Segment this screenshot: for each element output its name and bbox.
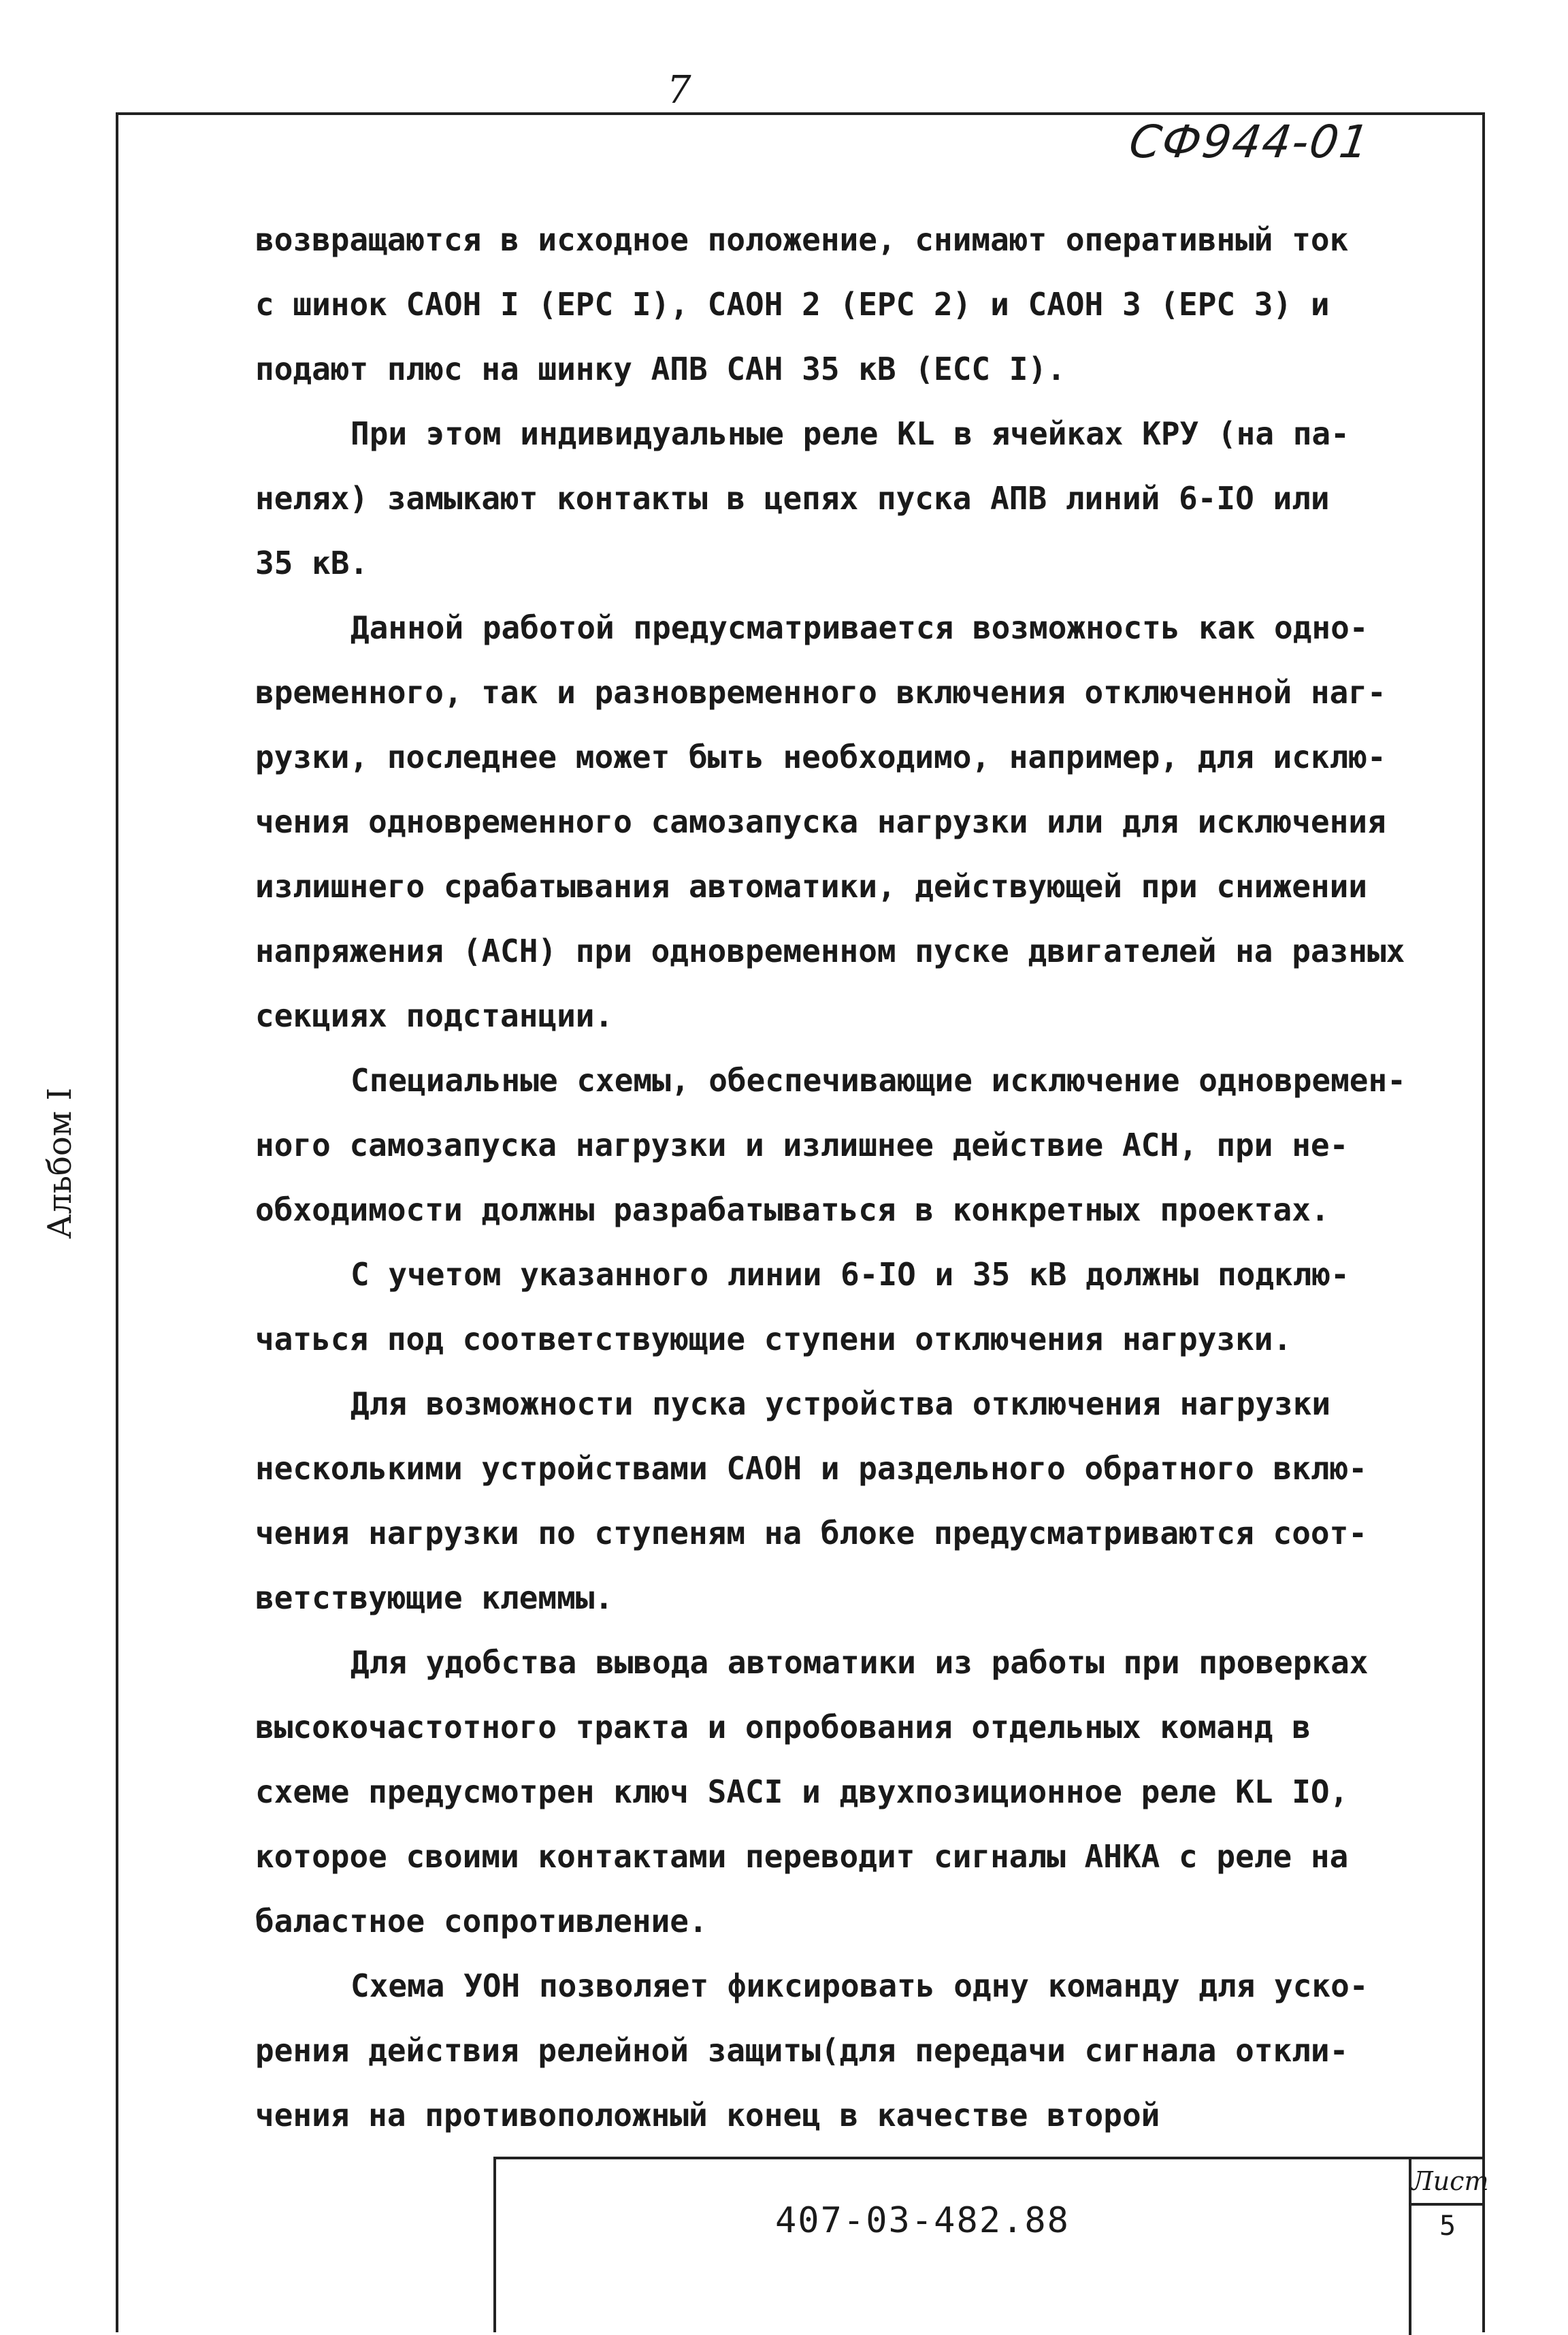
text-line: возвращаются в исходное положение, снимают оперативный ток [255, 221, 1349, 258]
text-line: С учетом указанного линии 6-IO и 35 кВ должны подклю- [350, 1256, 1350, 1293]
paragraph [255, 1048, 1467, 1242]
text-line: рения действия релейной защиты(для передачи сигнала откли- [255, 2032, 1349, 2069]
text-line: нелях) замыкают контакты в цепях пуска АПВ линий 6-IO или [255, 480, 1330, 517]
text-line: При этом индивидуальные реле KL в ячейках КРУ (на па- [350, 415, 1350, 452]
text-line: Специальные схемы, обеспечивающие исключение одновремен- [350, 1062, 1406, 1099]
text-line: высокочастотного тракта и опробования отдельных команд в [255, 1709, 1311, 1745]
text-line: 35 кВ. [255, 545, 369, 581]
text-line: напряжения (АСН) при одновременном пуске двигателей на разных [255, 933, 1405, 969]
text-line: которое своими контактами переводит сигналы АНКА с реле на [255, 1838, 1349, 1875]
paragraph [255, 402, 1467, 596]
sheet-label: Лист [1411, 2159, 1484, 2206]
document-code: СФ944-01 [1126, 116, 1374, 168]
text-line: излишнего срабатывания автоматики, действующей при снижении [255, 868, 1367, 905]
sheet-cell [1409, 2159, 1489, 2335]
text-line: чения на противоположный конец в качестве второй [255, 2097, 1160, 2133]
text-line: рузки, последнее может быть необходимо, например, для исклю- [255, 739, 1386, 775]
text-line: обходимости должны разрабатываться в конкретных проектах. [255, 1191, 1330, 1228]
paragraph [255, 1954, 1467, 2148]
body-text [255, 208, 1467, 2148]
text-line: подают плюс на шинку АПВ САН 35 кВ (ЕСС I). [255, 351, 1066, 387]
sheet-number: 5 [1439, 2210, 1456, 2242]
text-line: ного самозапуска нагрузки и излишнее действие АСН, при не- [255, 1127, 1349, 1163]
paragraph [255, 208, 1467, 402]
text-line: ветствующие клеммы. [255, 1579, 614, 1616]
text-line: Для удобства вывода автоматики из работы при проверках [350, 1644, 1369, 1681]
text-line: секциях подстанции. [255, 997, 614, 1034]
text-line: чения одновременного самозапуска нагрузки или для исключения [255, 803, 1386, 840]
text-line: баластное сопротивление. [255, 1903, 708, 1939]
page-number: 7 [667, 68, 691, 112]
paragraph [255, 1630, 1467, 1954]
text-line: чаться под соответствующие ступени отключения нагрузки. [255, 1321, 1292, 1357]
paragraph [255, 596, 1467, 1048]
album-side-label: Альбом I [41, 1087, 79, 1239]
text-line: с шинок САОН I (ЕРС I), САОН 2 (ЕРС 2) и САОН 3 (ЕРС 3) и [255, 286, 1330, 323]
document-designation: 407-03-482.88 [775, 2200, 1070, 2241]
text-line: Данной работой предусматривается возможность как одно- [350, 609, 1369, 646]
paragraph [255, 1242, 1467, 1372]
text-line: временного, так и разновременного включения отключенной наг- [255, 674, 1386, 711]
text-line: несколькими устройствами САОН и раздельного обратного вклю- [255, 1450, 1367, 1487]
paragraph [255, 1372, 1467, 1630]
text-line: чения нагрузки по ступеням на блоке предусматриваются соот- [255, 1515, 1367, 1551]
text-line: Схема УОН позволяет фиксировать одну команду для уско- [350, 1967, 1369, 2004]
text-line: схеме предусмотрен ключ SACI и двухпозиционное реле KL IO, [255, 1773, 1349, 1810]
text-line: Для возможности пуска устройства отключения нагрузки [350, 1385, 1331, 1422]
title-block [493, 2157, 1489, 2332]
